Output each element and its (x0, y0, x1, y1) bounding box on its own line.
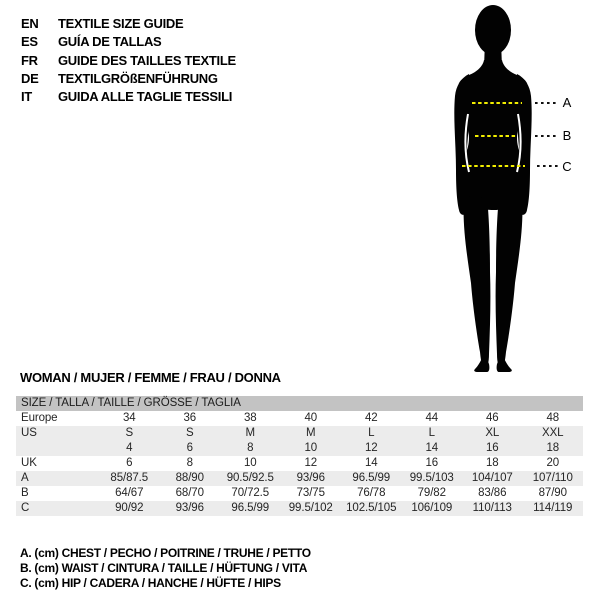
table-row (16, 441, 583, 456)
table-cell: 48 (546, 412, 560, 424)
table-cell: 20 (546, 457, 560, 469)
table-cell: 44 (425, 412, 439, 424)
measurement-legend (20, 546, 311, 592)
table-cell: 99.5/102 (288, 502, 333, 514)
language-label: GUÍA DE TALLAS (58, 34, 162, 50)
table-cell: 99.5/103 (409, 472, 454, 484)
table-cell: L (368, 427, 375, 439)
legend-line: B. (cm) WAIST / CINTURA / TAILLE / HÜFTUNG / VITA (20, 561, 308, 576)
table-row-label: UK (21, 457, 37, 469)
legend-line: A. (cm) CHEST / PECHO / POITRINE / TRUHE / PETTO (20, 546, 311, 560)
table-cell: 38 (243, 412, 257, 424)
table-row (16, 411, 583, 426)
size-table (16, 396, 583, 516)
woman-silhouette-figure (425, 0, 600, 375)
table-cell: 93/96 (296, 472, 325, 484)
table-row-label: B (21, 487, 29, 499)
table-cell: 70/72.5 (231, 487, 270, 499)
measure-label-c: C (562, 159, 572, 174)
language-label: TEXTILGRÖßENFÜHRUNG (58, 70, 218, 86)
table-cell: 96.5/99 (352, 472, 391, 484)
legend-line: C. (cm) HIP / CADERA / HANCHE / HÜFTE / HIPS (20, 576, 281, 591)
table-cell: 46 (485, 412, 499, 424)
table-cell: 42 (364, 412, 378, 424)
table-cell: 40 (304, 412, 318, 424)
table-cell: 106/109 (411, 502, 453, 514)
language-code: ES (21, 34, 38, 50)
table-row-label: A (21, 472, 29, 484)
table-cell: 64/67 (115, 487, 144, 499)
table-cell: 102.5/105 (346, 502, 397, 514)
woman-silhouette (454, 5, 531, 372)
table-cell: S (185, 427, 194, 439)
measure-label-b: B (562, 128, 572, 143)
table-cell: 87/90 (538, 487, 567, 499)
table-cell: 14 (425, 442, 439, 454)
table-cell: 85/87.5 (110, 472, 149, 484)
table-cell: 114/119 (533, 502, 573, 514)
table-cell: XXL (542, 427, 564, 439)
language-row (21, 15, 236, 33)
language-code: EN (21, 16, 39, 31)
table-cell: 104/107 (471, 472, 513, 484)
size-table-body (16, 411, 583, 516)
table-cell: S (125, 427, 134, 439)
table-cell: M (245, 427, 255, 439)
measure-leader-lines (535, 103, 558, 166)
table-cell: 8 (247, 442, 254, 454)
table-row-label (16, 441, 99, 456)
language-label: GUIDE DES TAILLES TEXTILE (58, 52, 236, 68)
table-cell: 90/92 (115, 502, 144, 514)
table-cell: 88/90 (175, 472, 204, 484)
table-row (16, 501, 583, 516)
table-cell: 18 (485, 457, 499, 469)
table-cell: 34 (122, 412, 136, 424)
table-row-label: US (21, 427, 37, 439)
table-cell: L (428, 427, 435, 439)
table-cell: 90.5/92.5 (226, 472, 274, 484)
section-title: WOMAN / MUJER / FEMME / FRAU / DONNA (20, 370, 281, 385)
table-cell: 8 (186, 457, 193, 469)
table-cell: 110/113 (472, 502, 512, 514)
table-cell: 10 (243, 457, 257, 469)
language-code: DE (21, 70, 39, 86)
table-cell: 68/70 (175, 487, 204, 499)
table-cell: 4 (126, 442, 133, 454)
table-cell: 93/96 (175, 502, 204, 514)
table-row (16, 471, 583, 486)
table-cell: 107/110 (532, 472, 573, 484)
table-row (16, 426, 583, 441)
table-cell: 18 (546, 442, 560, 454)
table-cell: 6 (126, 457, 133, 469)
table-cell: 12 (364, 442, 378, 454)
language-row (21, 88, 236, 106)
measure-label-a: A (562, 95, 572, 110)
table-cell: 79/82 (417, 487, 446, 499)
table-cell: 96.5/99 (231, 502, 270, 514)
language-row (21, 52, 236, 70)
table-row-label: C (21, 502, 30, 514)
table-cell: 83/86 (478, 487, 507, 499)
language-list (21, 15, 236, 106)
table-cell: XL (485, 427, 500, 439)
table-cell: 12 (304, 457, 318, 469)
language-label: TEXTILE SIZE GUIDE (58, 16, 184, 31)
table-row-label: Europe (21, 412, 58, 424)
table-cell: 10 (304, 442, 318, 454)
language-row (21, 70, 236, 88)
table-row (16, 486, 583, 501)
table-cell: 16 (425, 457, 439, 469)
table-cell: 6 (186, 442, 193, 454)
table-cell: 76/78 (357, 487, 386, 499)
language-code: IT (21, 89, 32, 105)
table-cell: 16 (485, 442, 499, 454)
size-table-header: SIZE / TALLA / TAILLE / GRÖSSE / TAGLIA (16, 396, 583, 411)
language-label: GUIDA ALLE TAGLIE TESSILI (58, 89, 233, 105)
table-cell: 73/75 (296, 487, 325, 499)
language-code: FR (21, 52, 38, 68)
table-cell: 14 (364, 457, 378, 469)
table-row (16, 456, 583, 471)
table-cell: 36 (183, 412, 197, 424)
language-row (21, 33, 236, 51)
table-cell: M (306, 427, 316, 439)
